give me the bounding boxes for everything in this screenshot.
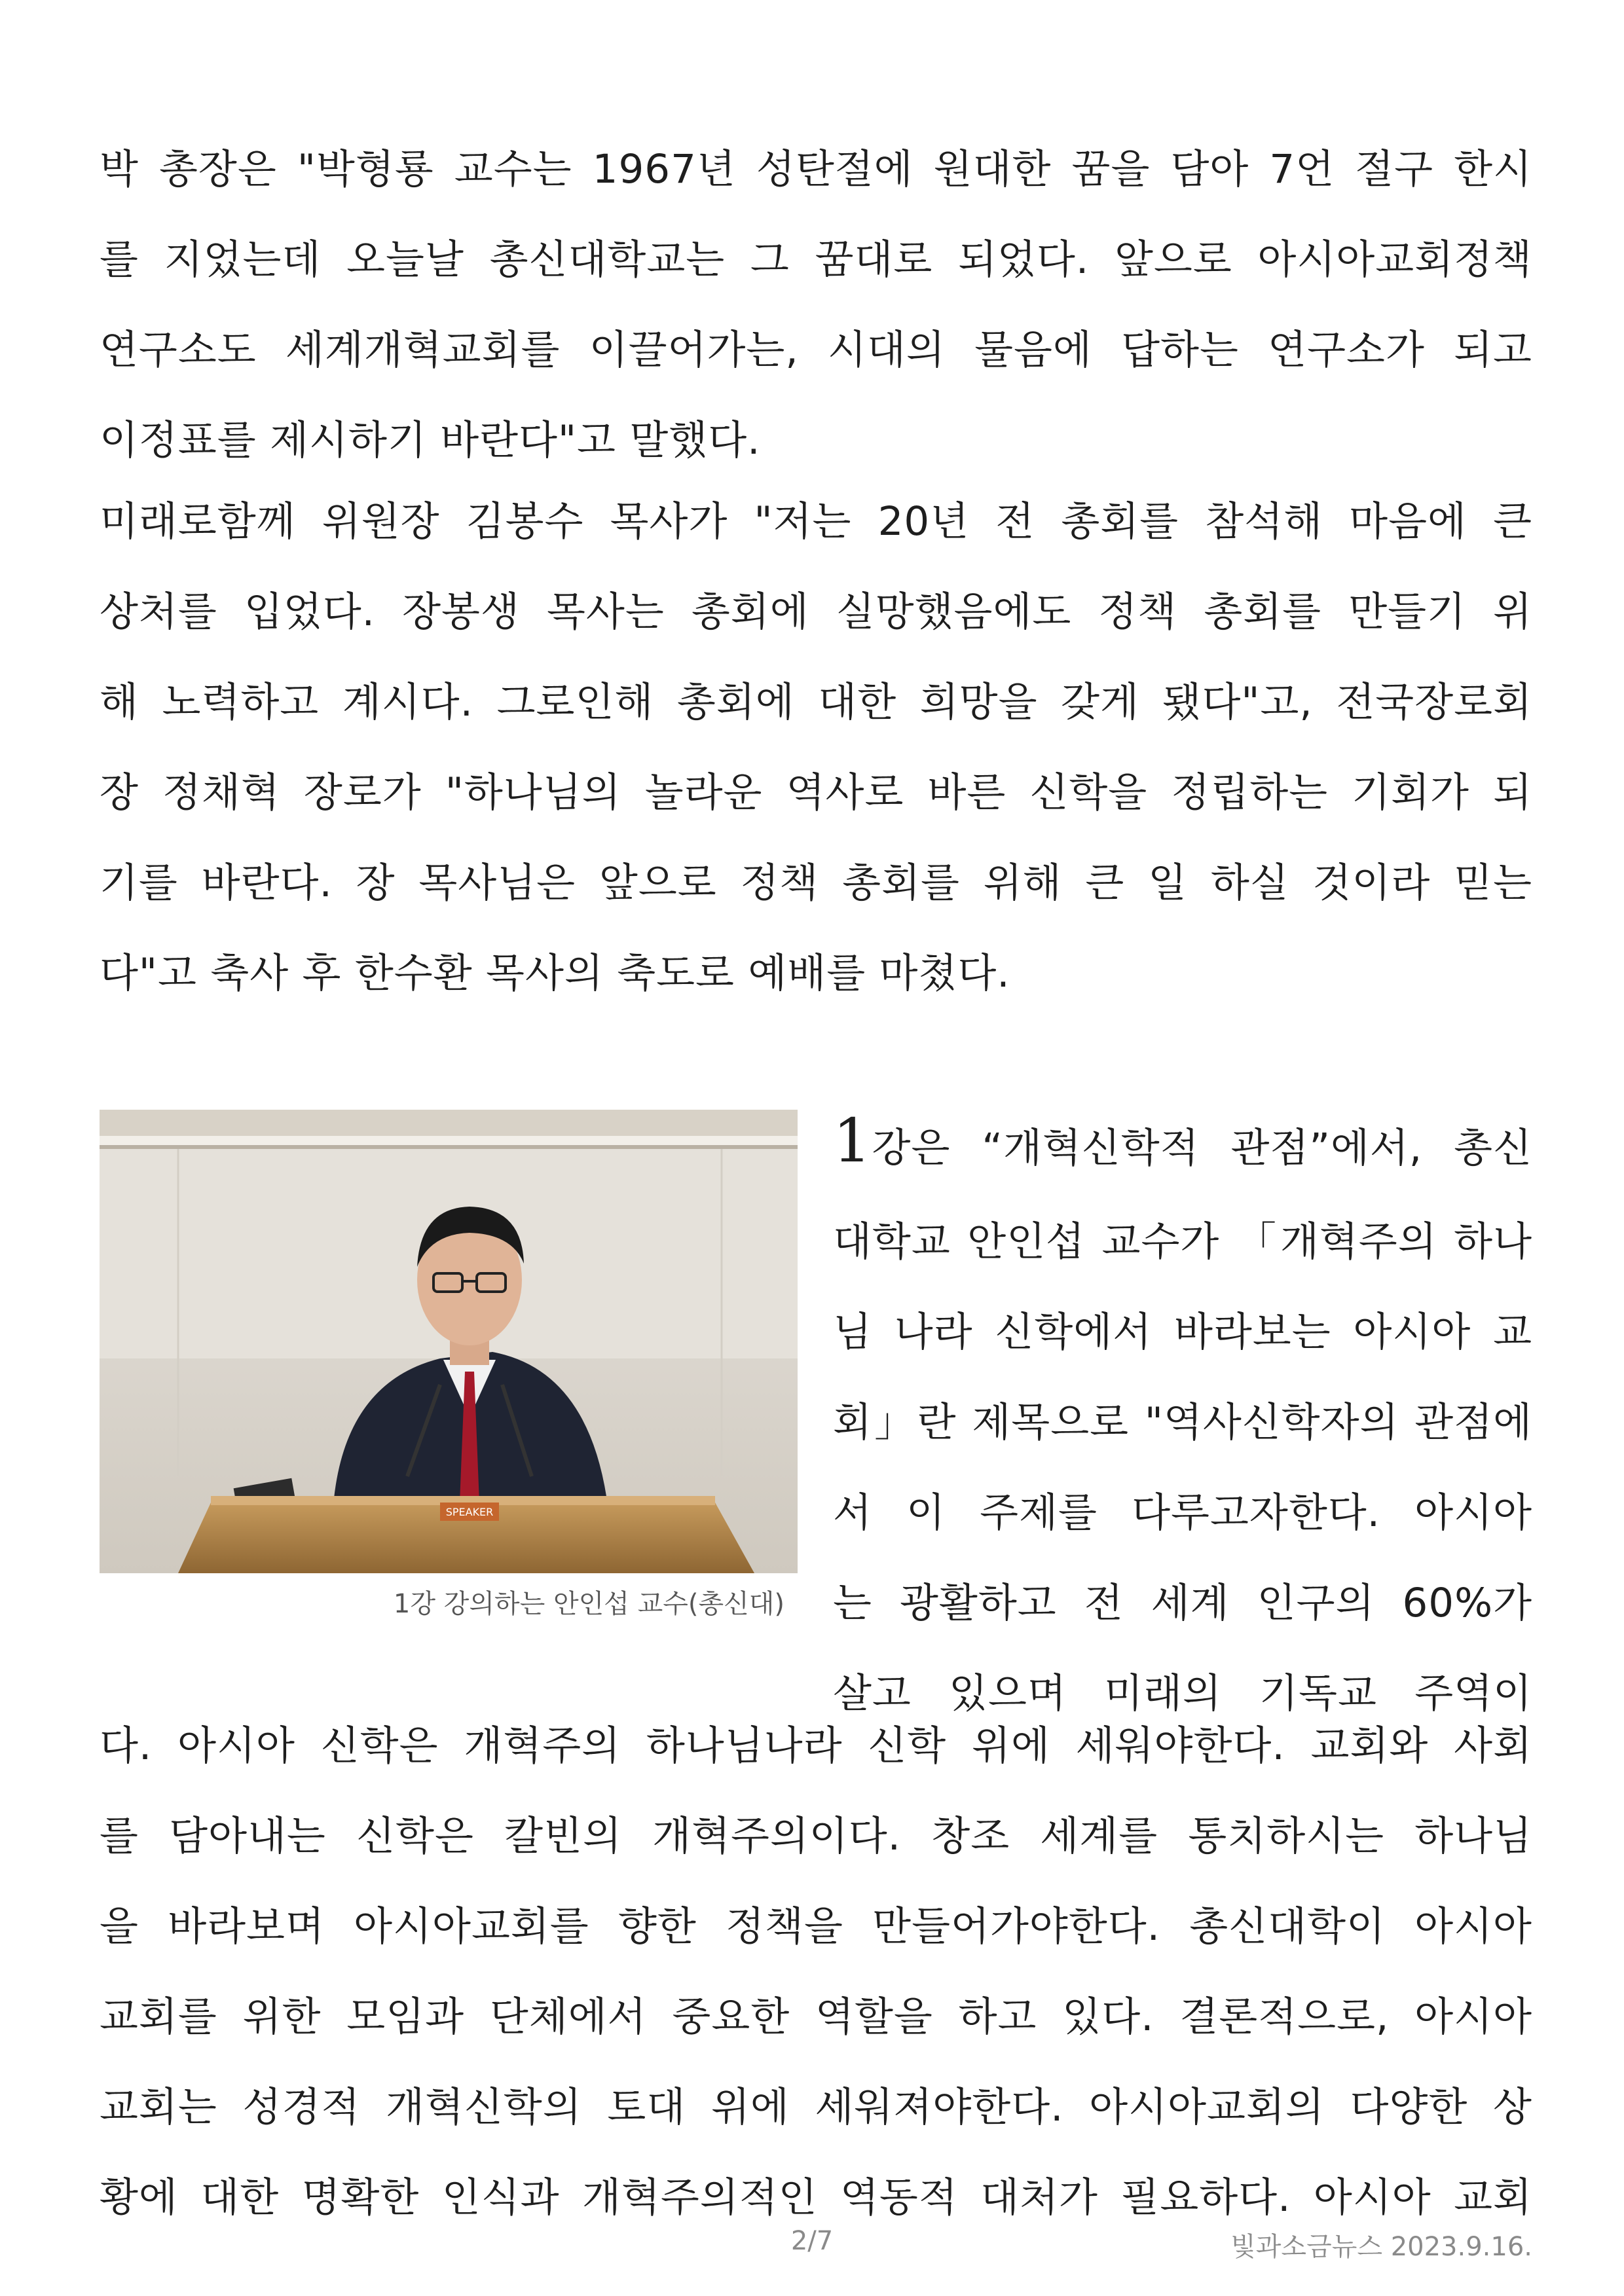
source-and-date: 빛과소금뉴스 2023.9.16. — [1230, 2232, 1532, 2262]
paragraph-1 — [100, 124, 1532, 486]
paragraph-3-full — [100, 1701, 1532, 2243]
podium-label: SPEAKER — [445, 1506, 494, 1518]
text-line: 기를 바란다. 장 목사님은 앞으로 정책 총회를 위해 큰 일 하실 것이라 믿는 — [100, 860, 1532, 906]
text-line: 해 노력하고 계시다. 그로인해 총회에 대한 희망을 갖게 됐다"고, 전국장로회 — [100, 679, 1532, 725]
photo-caption: 1강 강의하는 안인섭 교수(총신대) — [393, 1589, 784, 1619]
text-line: 살고 있으며 미래의 기독교 주역이 — [833, 1670, 1532, 1717]
paragraph-2 — [100, 477, 1532, 1019]
text-line: 회」란 제목으로 "역사신학자의 관점에 — [833, 1399, 1532, 1446]
text-line: 대학교 안인섭 교수가 「개혁주의 하나 — [833, 1218, 1532, 1265]
text-line-rest: 강은 “개혁신학적 관점”에서, 총신 — [872, 1125, 1532, 1171]
speaker-illustration — [100, 1110, 798, 1573]
dropcap: 1 — [833, 1106, 872, 1176]
text-line: 미래로함께 위원장 김봉수 목사가 "저는 20년 전 총회를 참석해 마음에 큰 — [100, 498, 1532, 545]
page-number: 2/7 — [790, 2226, 834, 2256]
text-line: 는 광활하고 전 세계 인구의 60%가 — [833, 1580, 1532, 1626]
text-line-dropcap — [833, 1100, 1532, 1197]
text-line: 를 지었는데 오늘날 총신대학교는 그 꿈대로 되었다. 앞으로 아시아교회정책 — [100, 236, 1532, 283]
text-line: 상처를 입었다. 장봉생 목사는 총회에 실망했음에도 정책 총회를 만들기 위 — [100, 589, 1532, 635]
text-line: 교회는 성경적 개혁신학의 토대 위에 세워져야한다. 아시아교회의 다양한 상 — [100, 2084, 1532, 2130]
text-line: 서 이 주제를 다루고자한다. 아시아 — [833, 1489, 1532, 1536]
text-line: 다"고 축사 후 한수환 목사의 축도로 예배를 마쳤다. — [100, 950, 1010, 996]
text-line: 장 정채혁 장로가 "하나님의 놀라운 역사로 바른 신학을 정립하는 기회가 되 — [100, 769, 1532, 816]
text-line: 박 총장은 "박형룡 교수는 1967년 성탄절에 원대한 꿈을 담아 7언 절구 한시 — [100, 146, 1532, 192]
text-line: 이정표를 제시하기 바란다"고 말했다. — [100, 417, 761, 464]
text-line: 연구소도 세계개혁교회를 이끌어가는, 시대의 물음에 답하는 연구소가 되고 — [100, 327, 1532, 373]
text-line: 다. 아시아 신학은 개혁주의 하나님나라 신학 위에 세워야한다. 교회와 사회 — [100, 1722, 1532, 1769]
text-line: 황에 대한 명확한 인식과 개혁주의적인 역동적 대처가 필요하다. 아시아 교회 — [100, 2174, 1532, 2221]
text-line: 을 바라보며 아시아교회를 향한 정책을 만들어가야한다. 총신대학이 아시아 — [100, 1903, 1532, 1950]
paragraph-3-side — [833, 1100, 1532, 1739]
text-line: 님 나라 신학에서 바라보는 아시아 교 — [833, 1309, 1532, 1355]
lecture-photo — [100, 1110, 798, 1573]
text-line: 를 담아내는 신학은 칼빈의 개혁주의이다. 창조 세계를 통치하시는 하나님 — [100, 1813, 1532, 1859]
text-line: 교회를 위한 모임과 단체에서 중요한 역할을 하고 있다. 결론적으로, 아시아 — [100, 1994, 1532, 2040]
